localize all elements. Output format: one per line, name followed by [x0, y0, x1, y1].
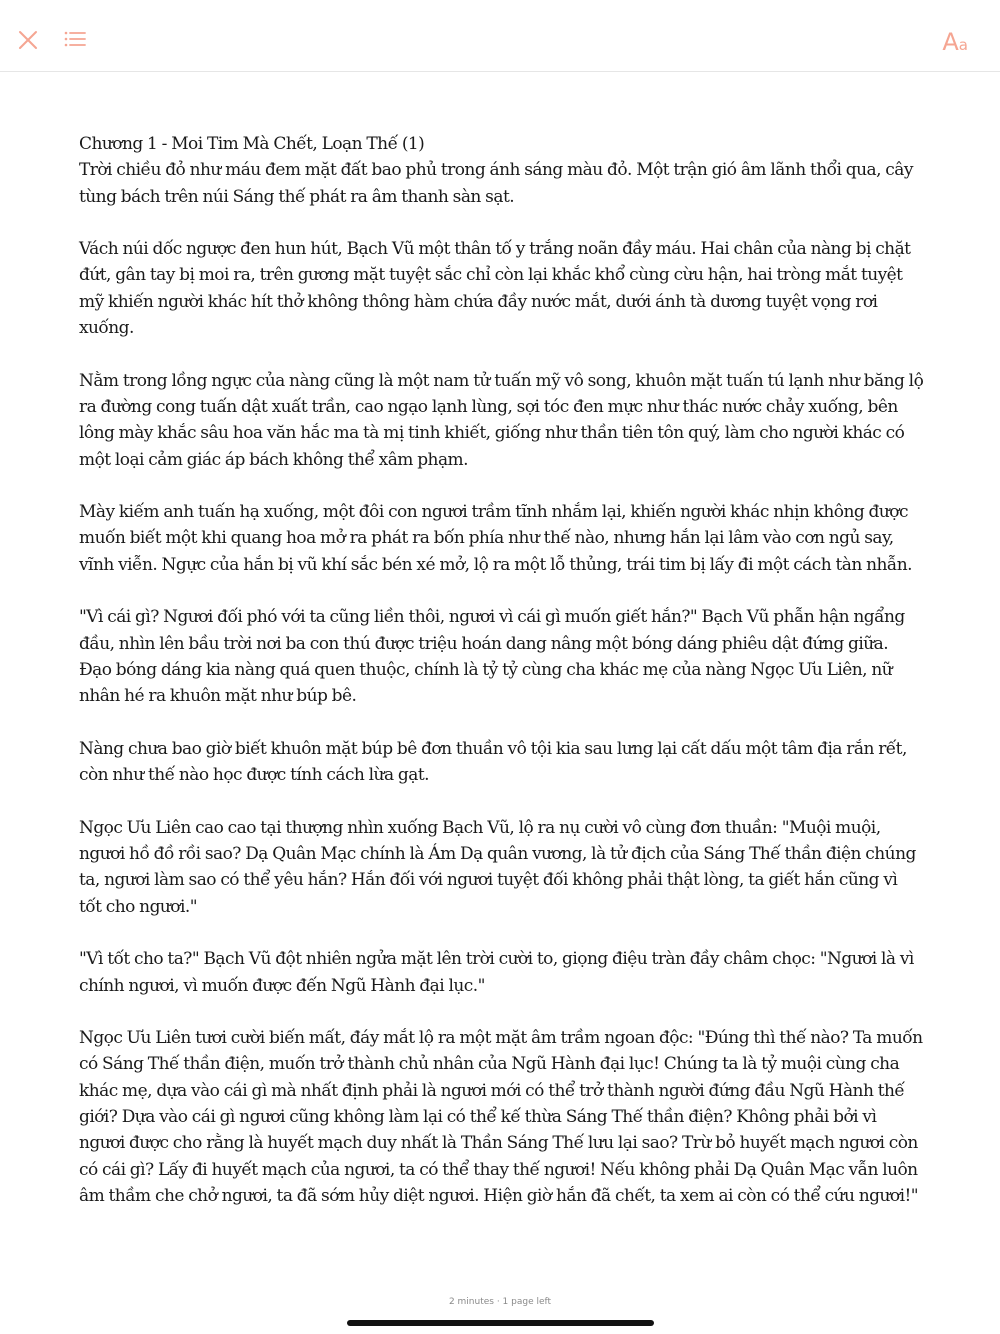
list-icon	[64, 30, 86, 48]
paragraph: "Vì tốt cho ta?" Bạch Vũ đột nhiên ngửa mặt lên trời cười to, giọng điệu tràn đầy châm chọc: "Ngươi là vì chính ngươi, vì muốn được đến Ngũ Hành đại lục."	[79, 949, 914, 996]
chapter-title: Chương 1 - Moi Tim Mà Chết, Loạn Thế (1)	[79, 134, 425, 154]
chapter-content	[79, 131, 924, 1235]
paragraph: Vách núi dốc ngược đen hun hút, Bạch Vũ một thân tố y trắng noãn đầy máu. Hai chân của nàng bị chặt đứt, gân tay bị moi ra, trên gương mặt tuyệt sắc chỉ còn lại khắc khổ cùng cừu hận, hai tròng mắt tuyệt mỹ khiến người khác hít thở không thông hàm chứa đầy nước mắt, dưới ánh tà dương tuyệt vọng rơi xuống.	[79, 239, 911, 339]
paragraph: Nàng chưa bao giờ biết khuôn mặt búp bê đơn thuần vô tội kia sau lưng lại cất dấu một tâm địa rắn rết, còn như thế nào học được tính cách lừa gạt.	[79, 738, 907, 786]
reader-toolbar	[0, 0, 1000, 72]
paragraph: Ngọc Ưu Liên cao cao tại thượng nhìn xuống Bạch Vũ, lộ ra nụ cười vô cùng đơn thuần: "Muội muội, ngươi hồ đồ rồi sao? Dạ Quân Mạc chính là Ám Dạ quân vương, là tử địch của Sáng Thế thần điện chúng ta, ngươi làm sao có thể yêu hắn? Hắn đối với ngươi tuyệt đối không phải thật lòng, ta giết hắn cũng vì tốt cho ngươi."	[79, 817, 916, 917]
paragraph: Trời chiều đỏ như máu đem mặt đất bao phủ trong ánh sáng màu đỏ. Một trận gió âm lãnh thổi qua, cây tùng bách trên núi Sáng thế phát ra âm thanh sàn sạt.	[79, 160, 913, 207]
paragraph: Ngọc Ưu Liên tươi cười biến mất, đáy mắt lộ ra một mặt âm trầm ngoan độc: "Đúng thì thế nào? Ta muốn có Sáng Thế thần điện, muốn trở thành chủ nhân của Ngũ Hành đại lục! Chúng ta là tỷ muội cùng cha khác mẹ, dựa vào cái gì mà nhất định phải là ngươi mới có thể trở thành người đứng đầu Ngũ Hành thế giới? Dựa vào cái gì ngươi cũng không làm lại có thể kế thừa Sáng Thế thần điện? Không phải bởi vì ngươi được cho rằng là huyết mạch duy nhất là Thần Sáng Thế lưu lại sao? Trừ bỏ huyết mạch ngươi còn có cái gì? Lấy đi huyết mạch của ngươi, ta có thể thay thế ngươi! Nếu không phải Dạ Quân Mạc vẫn luôn âm thầm che chở ngươi, ta đã sớm hủy diệt ngươi. Hiện giờ hắn đã chết, ta xem ai còn có thể cứu ngươi!"	[79, 1028, 923, 1206]
font-size-icon: Aa	[942, 28, 968, 56]
paragraph: Mày kiếm anh tuấn hạ xuống, một đôi con ngươi trầm tĩnh nhắm lại, khiến người khác nhịn không được muốn biết một khi quang hoa mở ra phát ra bốn phía như thế nào, nhưng hắn lại lâm vào cơn ngủ say, vĩnh viễn. Ngực của hắn bị vũ khí sắc bén xé mở, lộ ra một lỗ thủng, trái tim bị lấy đi một cách tàn nhẫn.	[79, 502, 913, 575]
home-indicator[interactable]	[347, 1320, 654, 1326]
reading-progress-status: 2 minutes · 1 page left	[448, 1297, 552, 1307]
close-icon	[18, 30, 38, 50]
table-of-contents-button[interactable]	[64, 30, 86, 48]
font-settings-button[interactable]	[942, 30, 968, 54]
close-button[interactable]	[18, 30, 38, 50]
paragraph: "Vì cái gì? Ngươi đối phó với ta cũng liền thôi, ngươi vì cái gì muốn giết hắn?" Bạch Vũ phẫn hận ngẩng đầu, nhìn lên bầu trời nơi ba con thú được triệu hoán dang nâng một bóng dáng phiêu dật đứng giữa. Đạo bóng dáng kia nàng quá quen thuộc, chính là tỷ tỷ cùng cha khác mẹ của nàng Ngọc Ưu Liên, nữ nhân hé ra khuôn mặt như búp bê.	[79, 607, 905, 707]
paragraph: Nằm trong lồng ngực của nàng cũng là một nam tử tuấn mỹ vô song, khuôn mặt tuấn tú lạnh như băng lộ ra đường cong tuấn dật xuất trần, cao ngạo lạnh lùng, sợi tóc đen mực như thác nước chảy xuống, bên lông mày khắc sâu hoa văn hắc ma tà mị tinh khiết, giống như thần tiên tôn quý, làm cho người khác có một loại cảm giác áp bách không thể xâm phạm.	[79, 370, 924, 470]
